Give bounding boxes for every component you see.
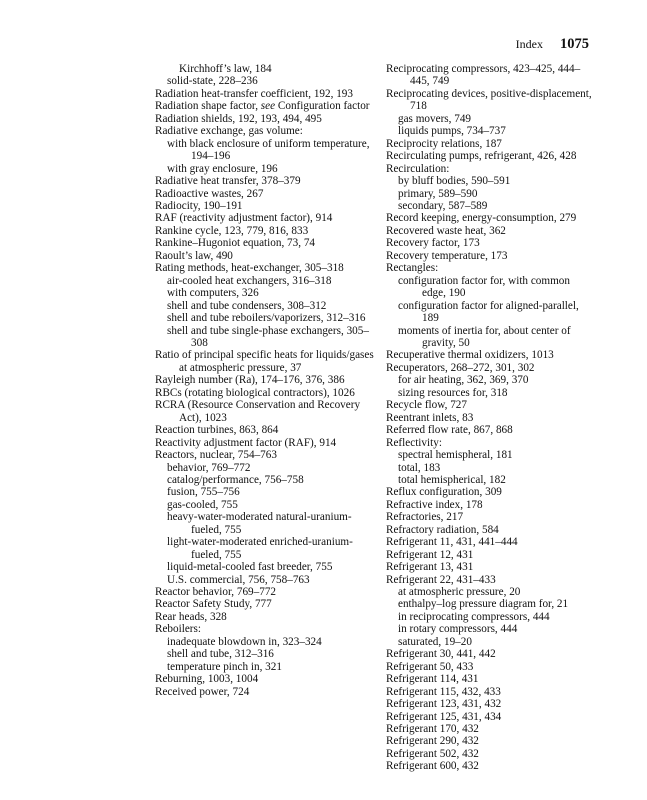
entry-text: liquid-metal-cooled fast breeder, 755 [167, 561, 333, 574]
index-entry [155, 399, 377, 424]
entry-text: Ratio of principal specific heats for liquids/gases at atmospheric pressure, 37 [155, 349, 374, 374]
entry-text: Reburning, 1003, 1004 [155, 673, 259, 686]
index-entry [155, 449, 377, 461]
index-subentry [155, 499, 377, 511]
entry-text: at atmospheric pressure, 20 [398, 586, 521, 599]
index-subentry [155, 75, 377, 87]
index-subentry [155, 511, 377, 536]
index-subentry [386, 200, 592, 212]
entry-text: Refrigerant 30, 441, 442 [386, 648, 496, 661]
index-entry [386, 499, 592, 511]
entry-text: Received power, 724 [155, 685, 250, 698]
index-entry [386, 237, 592, 249]
index-entry [386, 711, 592, 723]
see-reference: see [260, 100, 276, 113]
entry-text: Kirchhoff’s law, 184 [179, 63, 272, 75]
entry-text: configuration factor for aligned-parallel, 189 [398, 299, 579, 325]
index-entry [155, 88, 377, 100]
entry-text: shell and tube single-phase exchangers, 305–308 [167, 324, 369, 349]
index-subentry [386, 387, 592, 399]
entry-text: Recirculation: [386, 162, 450, 175]
index-entry [386, 225, 592, 237]
entry-text: behavior, 769–772 [167, 461, 251, 474]
index-subentry [155, 63, 377, 75]
index-entry [386, 150, 592, 162]
index-entry [386, 661, 592, 673]
entry-text: Raoult’s law, 490 [155, 249, 233, 262]
index-entry [155, 200, 377, 212]
entry-text: shell and tube reboilers/vaporizers, 312–316 [167, 312, 366, 325]
entry-text: Refrigerant 114, 431 [386, 673, 479, 686]
index-entry [155, 374, 377, 386]
index-entry [155, 349, 377, 374]
index-entry [386, 212, 592, 224]
entry-text: heavy-water-moderated natural-uranium-fueled, 755 [167, 511, 352, 536]
entry-text: Radiative heat transfer, 378–379 [155, 175, 301, 188]
index-entry [386, 399, 592, 411]
index-entry [155, 100, 377, 112]
index-entry [386, 88, 592, 113]
index-subentry [386, 623, 592, 635]
index-entry [386, 138, 592, 150]
index-subentry [386, 449, 592, 461]
page-number: 1075 [560, 36, 589, 52]
index-column-left [155, 63, 377, 698]
entry-text: Refrigerant 502, 432 [386, 747, 479, 760]
index-subentry [155, 661, 377, 673]
entry-text: Radiation shields, 192, 193, 494, 495 [155, 112, 322, 125]
entry-text: Radiation shape factor, [155, 100, 261, 113]
index-entry [386, 349, 592, 361]
entry-text: liquids pumps, 734–737 [398, 125, 506, 138]
entry-text: Refrigerant 600, 432 [386, 760, 479, 773]
entry-text: Referred flow rate, 867, 868 [386, 424, 513, 437]
index-subentry [386, 586, 592, 598]
entry-text: Recirculating pumps, refrigerant, 426, 428 [386, 150, 577, 163]
index-subentry [155, 474, 377, 486]
index-entry [155, 586, 377, 598]
index-entry [155, 686, 377, 698]
index-entry [386, 362, 592, 374]
entry-text: Refrigerant 115, 432, 433 [386, 685, 501, 698]
entry-text: Record keeping, energy-consumption, 279 [386, 212, 577, 225]
entry-text: Reboilers: [155, 623, 201, 636]
entry-text: catalog/performance, 756–758 [167, 473, 304, 486]
entry-text: Refrigerant 290, 432 [386, 735, 479, 748]
entry-text: shell and tube condensers, 308–312 [167, 299, 327, 312]
index-entry [155, 125, 377, 137]
index-entry [386, 163, 592, 175]
entry-text: Refractory radiation, 584 [386, 523, 499, 536]
index-entry [155, 237, 377, 249]
index-entry [155, 175, 377, 187]
entry-text: total, 183 [398, 461, 441, 474]
index-subentry [155, 574, 377, 586]
index-entry [386, 63, 592, 88]
entry-text: enthalpy–log pressure diagram for, 21 [398, 598, 569, 611]
index-subentry [386, 325, 592, 350]
index-subentry [155, 312, 377, 324]
entry-text: total hemispherical, 182 [398, 473, 506, 486]
index-subentry [155, 300, 377, 312]
entry-text: Refrigerant 125, 431, 434 [386, 710, 502, 723]
index-subentry [155, 561, 377, 573]
index-entry [155, 212, 377, 224]
index-entry [155, 598, 377, 610]
index-subentry [386, 175, 592, 187]
entry-text: Reciprocating devices, positive-displacement, 718 [386, 87, 592, 113]
entry-text: Refrigerant 12, 431 [386, 548, 474, 561]
entry-text: Radiative exchange, gas volume: [155, 125, 303, 138]
entry-text: spectral hemispheral, 181 [398, 449, 513, 462]
entry-text: Refractories, 217 [386, 511, 464, 524]
entry-text: Refrigerant 50, 433 [386, 660, 474, 673]
entry-text: Recuperative thermal oxidizers, 1013 [386, 349, 554, 362]
index-subentry [155, 138, 377, 163]
entry-text: in rotary compressors, 444 [398, 623, 518, 636]
entry-text: Radioactive wastes, 267 [155, 187, 264, 200]
index-entry [155, 188, 377, 200]
entry-text: in reciprocating compressors, 444 [398, 610, 550, 623]
index-entry [386, 424, 592, 436]
index-entry [386, 437, 592, 449]
entry-text: Reciprocity relations, 187 [386, 137, 502, 150]
entry-text: gas-cooled, 755 [167, 498, 238, 511]
index-entry [386, 760, 592, 772]
entry-text: Rankine–Hugoniot equation, 73, 74 [155, 237, 316, 250]
entry-text: primary, 589–590 [398, 187, 478, 200]
entry-text: Rayleigh number (Ra), 174–176, 376, 386 [155, 374, 345, 387]
entry-text: Recovery factor, 173 [386, 237, 480, 250]
entry-text: Reactor Safety Study, 777 [155, 598, 272, 611]
entry-text: Refrigerant 13, 431 [386, 561, 474, 574]
index-subentry [386, 474, 592, 486]
index-subentry [155, 163, 377, 175]
entry-text: fusion, 755–756 [167, 486, 240, 499]
entry-text: RBCs (rotating biological contractors), 1026 [155, 386, 355, 399]
running-head: Index [515, 37, 543, 51]
index-entry [386, 574, 592, 586]
index-subentry [386, 113, 592, 125]
entry-text: Radiocity, 190–191 [155, 199, 243, 212]
entry-text: Reaction turbines, 863, 864 [155, 424, 279, 437]
entry-text: by bluff bodies, 590–591 [398, 175, 511, 188]
page-header [516, 36, 589, 53]
entry-text: shell and tube, 312–316 [167, 648, 274, 661]
entry-text: Rear heads, 328 [155, 610, 227, 623]
entry-text: Reciprocating compressors, 423–425, 444–445, 749 [386, 63, 581, 88]
index-entry [386, 748, 592, 760]
index-entry [155, 611, 377, 623]
entry-text: solid-state, 228–236 [167, 75, 258, 88]
index-entry [155, 225, 377, 237]
entry-text: saturated, 19–20 [398, 635, 472, 648]
index-entry [386, 648, 592, 660]
index-subentry [386, 188, 592, 200]
index-subentry [386, 462, 592, 474]
index-column-right [386, 63, 592, 773]
entry-text: Recovered waste heat, 362 [386, 224, 506, 237]
entry-text: with gray enclosure, 196 [167, 162, 278, 175]
entry-text: Recovery temperature, 173 [386, 249, 508, 262]
index-entry [386, 536, 592, 548]
entry-text: Radiation heat-transfer coefficient, 192, 193 [155, 87, 353, 100]
index-subentry [155, 636, 377, 648]
index-entry [155, 262, 377, 274]
entry-text: air-cooled heat exchangers, 316–318 [167, 274, 332, 287]
index-entry [155, 250, 377, 262]
entry-text: U.S. commercial, 756, 758–763 [167, 573, 310, 586]
entry-text: Reactivity adjustment factor (RAF), 914 [155, 436, 337, 449]
entry-text: light-water-moderated enriched-uranium-fueled, 755 [167, 536, 353, 561]
entry-text: Recuperators, 268–272, 301, 302 [386, 361, 535, 374]
index-entry [386, 511, 592, 523]
entry-text: Refrigerant 22, 431–433 [386, 573, 496, 586]
entry-text: Reactor behavior, 769–772 [155, 586, 277, 599]
index-entry [155, 437, 377, 449]
entry-text: temperature pinch in, 321 [167, 660, 282, 673]
index-subentry [155, 275, 377, 287]
index-entry [386, 561, 592, 573]
entry-text: Reentrant inlets, 83 [386, 411, 474, 424]
entry-text: Reflux configuration, 309 [386, 486, 502, 499]
index-entry [386, 486, 592, 498]
index-entry [155, 673, 377, 685]
entry-text: RCRA (Resource Conservation and Recovery Act), 1023 [155, 399, 361, 424]
entry-text: Reactors, nuclear, 754–763 [155, 449, 277, 462]
index-subentry [155, 536, 377, 561]
index-entry [386, 686, 592, 698]
index-subentry [386, 374, 592, 386]
entry-text: secondary, 587–589 [398, 199, 488, 212]
index-entry [386, 250, 592, 262]
index-subentry [386, 598, 592, 610]
entry-text: configuration factor for, with common edge, 190 [398, 274, 570, 300]
entry-text: sizing resources for, 318 [398, 386, 508, 399]
index-entry [386, 698, 592, 710]
index-entry [386, 262, 592, 274]
entry-text: Recycle flow, 727 [386, 399, 467, 412]
index-entry [386, 524, 592, 536]
index-entry [155, 424, 377, 436]
entry-text-continued: Configuration factor [275, 100, 370, 113]
entry-text: Rating methods, heat-exchanger, 305–318 [155, 262, 344, 275]
index-subentry [155, 287, 377, 299]
entry-text: moments of inertia for, about center of gravity, 50 [398, 324, 571, 349]
entry-text: gas movers, 749 [398, 112, 472, 125]
entry-text: Refrigerant 123, 431, 432 [386, 698, 502, 711]
index-subentry [386, 636, 592, 648]
index-subentry [155, 648, 377, 660]
index-subentry [155, 325, 377, 350]
index-entry [155, 387, 377, 399]
index-entry [386, 735, 592, 747]
entry-text: Refractive index, 178 [386, 498, 483, 511]
index-subentry [155, 462, 377, 474]
index-entry [155, 113, 377, 125]
entry-text: for air heating, 362, 369, 370 [398, 374, 529, 387]
index-entry [386, 412, 592, 424]
entry-text: with computers, 326 [167, 287, 259, 300]
entry-text: RAF (reactivity adjustment factor), 914 [155, 212, 333, 225]
index-subentry [386, 125, 592, 137]
entry-text: with black enclosure of uniform temperature, 194–196 [167, 137, 370, 163]
index-entry [386, 723, 592, 735]
entry-text: Rankine cycle, 123, 779, 816, 833 [155, 224, 309, 237]
index-entry [155, 623, 377, 635]
entry-text: Refrigerant 11, 431, 441–444 [386, 536, 518, 549]
entry-text: inadequate blowdown in, 323–324 [167, 635, 322, 648]
index-subentry [386, 275, 592, 300]
index-entry [386, 549, 592, 561]
entry-text: Refrigerant 170, 432 [386, 723, 479, 736]
entry-text: Reflectivity: [386, 436, 442, 449]
index-subentry [386, 300, 592, 325]
index-subentry [155, 486, 377, 498]
entry-text: Rectangles: [386, 262, 439, 275]
index-entry [386, 673, 592, 685]
index-subentry [386, 611, 592, 623]
